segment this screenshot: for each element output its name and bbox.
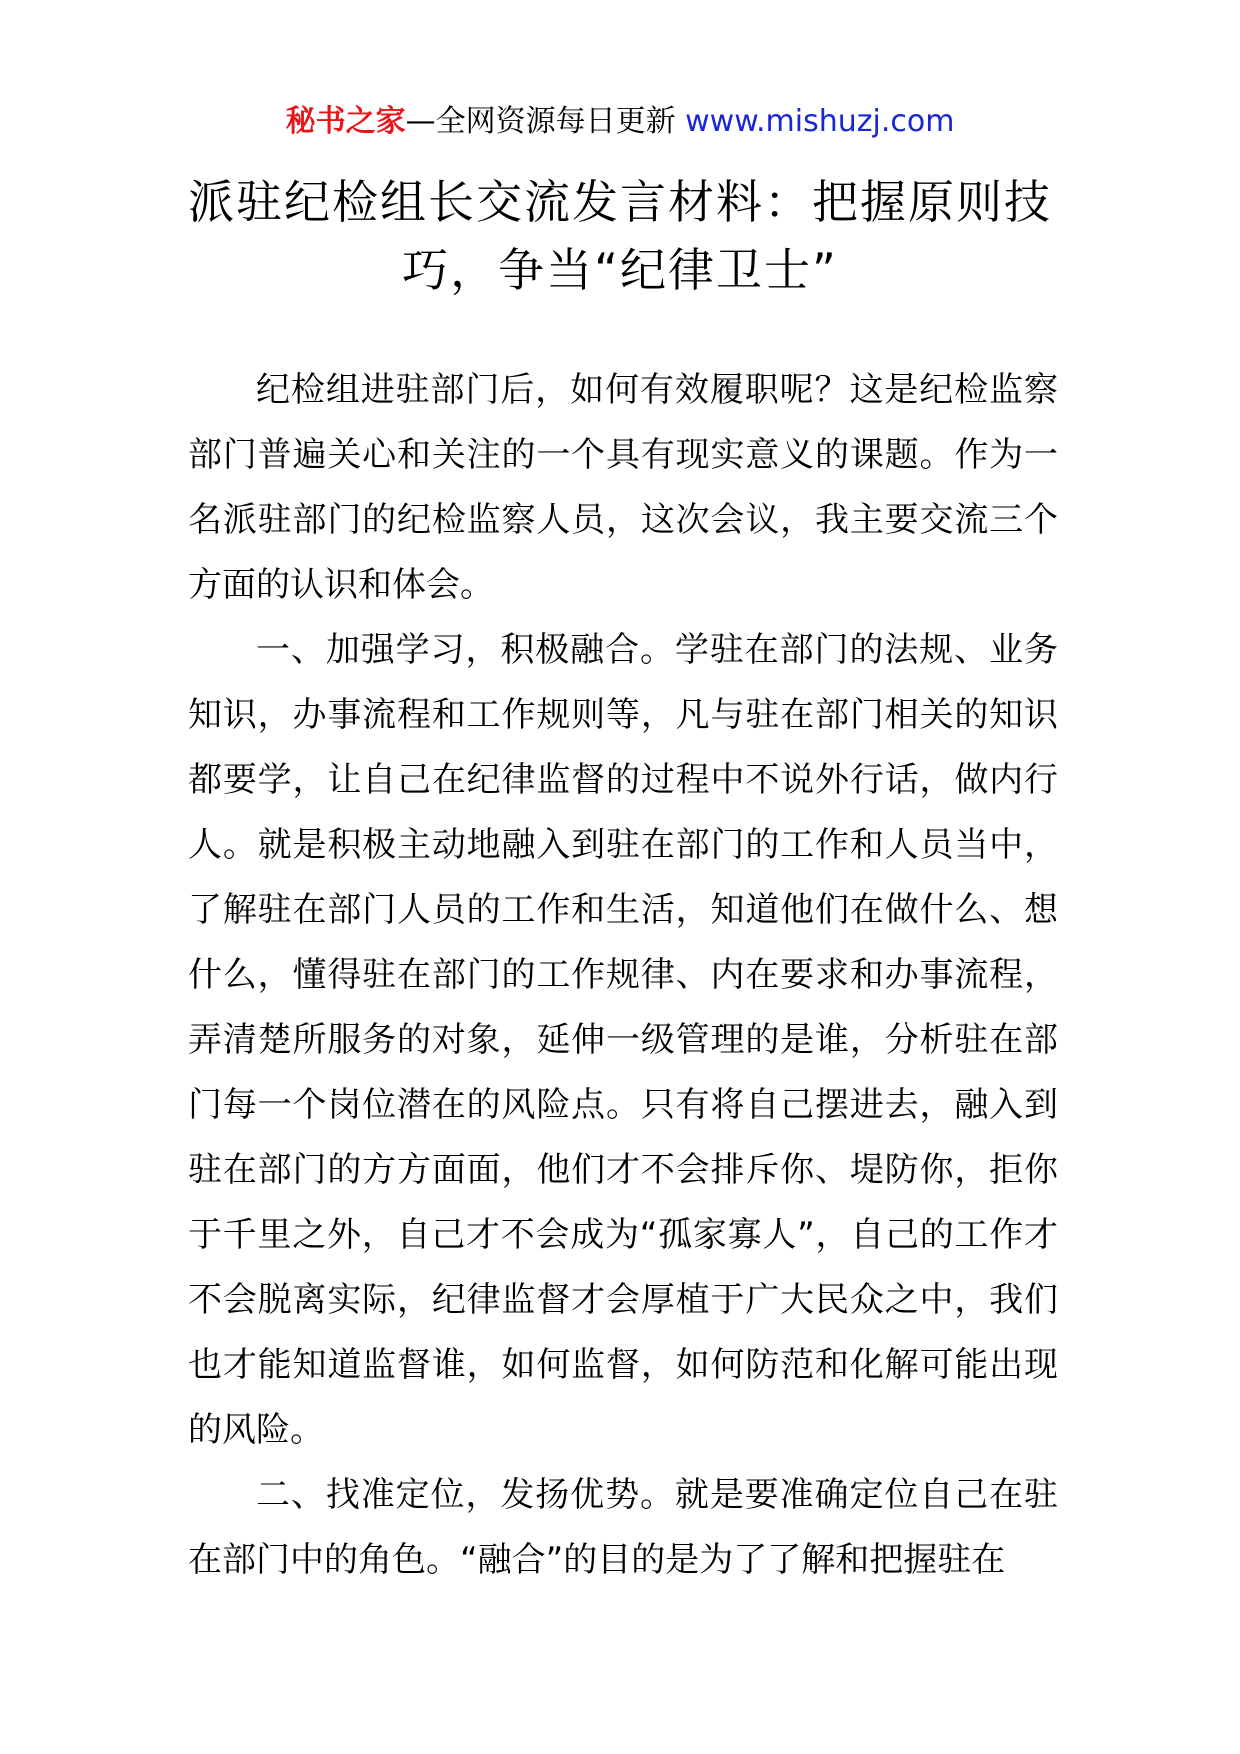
paragraph-section-1: 一、加强学习，积极融合。学驻在部门的法规、业务知识，办事流程和工作规则等，凡与驻在部门相关的知识都要学，让自己在纪律监督的过程中不说外行话，做内行人。就是积极主动地融入到驻在部门的工作和人员当中，了解驻在部门人员的工作和生活，知道他们在做什么、想什么，懂得驻在部门的工作规律、内在要求和办事流程，弄清楚所服务的对象，延伸一级管理的是谁，分析驻在部门每一个岗位潜在的风险点。只有将自己摆进去，融入到驻在部门的方方面面，他们才不会排斥你、堤防你，拒你于千里之外，自己才不会成为“孤家寡人”，自己的工作才不会脱离实际，纪律监督才会厚植于广大民众之中，我们也才能知道监督谁，如何监督，如何防范和化解可能出现的风险。 (188, 630, 1058, 1450)
site-brand: 秘书之家 (285, 104, 406, 139)
site-url[interactable]: www.mishuzj.com (685, 104, 955, 139)
paragraph-intro: 纪检组进驻部门后，如何有效履职呢？这是纪检监察部门普遍关心和关注的一个具有现实意义的课题。作为一名派驻部门的纪检监察人员，这次会议，我主要交流三个方面的认识和体会。 (188, 370, 1058, 605)
document-title: 派驻纪检组长交流发言材料：把握原则技巧，争当“纪律卫士” (188, 175, 1052, 297)
paragraph-section-2: 二、找准定位，发扬优势。就是要准确定位自己在驻在部门中的角色。“融合”的目的是为了了解和把握驻在 (188, 1475, 1058, 1580)
site-tagline: —全网资源每日更新 (405, 104, 686, 139)
site-header (0, 100, 1240, 144)
document-body (188, 358, 1058, 1593)
